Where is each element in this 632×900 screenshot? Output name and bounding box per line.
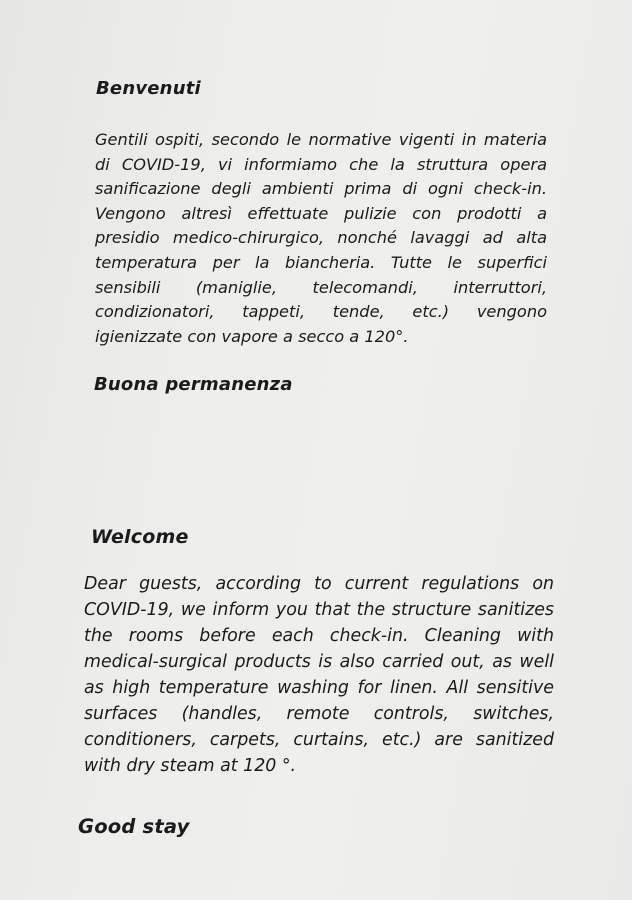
italian-closing-block bbox=[94, 374, 293, 395]
italian-body-text: Gentili ospiti, secondo le normative vigenti in materia di COVID-19, vi informiamo che la struttura opera sanificazione degli ambienti prima di ogni check-in. Vengono altresì effettuate pulizie con prodotti a presidio medico-chirurgico, nonché lavaggi ad alta temperatura per la biancheria. Tutte le superfici sensibili (maniglie, telecomandi, interruttori, condizionatori, tappeti, tende, etc.) vengono igienizzate con vapore a secco a 120°. bbox=[95, 130, 547, 346]
italian-heading-block bbox=[96, 78, 201, 99]
italian-body-block bbox=[95, 128, 547, 349]
english-body-block bbox=[84, 571, 554, 779]
english-heading-block bbox=[91, 526, 189, 548]
english-body-text: Dear guests, according to current regulations on COVID-19, we inform you that the structure sanitizes the rooms before each check-in. Cleaning with medical-surgical products is also carried out, as well as high temperature washing for linen. All sensitive surfaces (handles, remote controls, switches, conditioners, carpets, curtains, etc.) are sanitized with dry steam at 120 °. bbox=[84, 574, 554, 776]
english-closing: Good stay bbox=[78, 815, 190, 838]
english-closing-block bbox=[78, 815, 190, 838]
italian-heading: Benvenuti bbox=[96, 78, 201, 99]
italian-closing: Buona permanenza bbox=[94, 374, 293, 395]
english-heading: Welcome bbox=[91, 526, 189, 548]
